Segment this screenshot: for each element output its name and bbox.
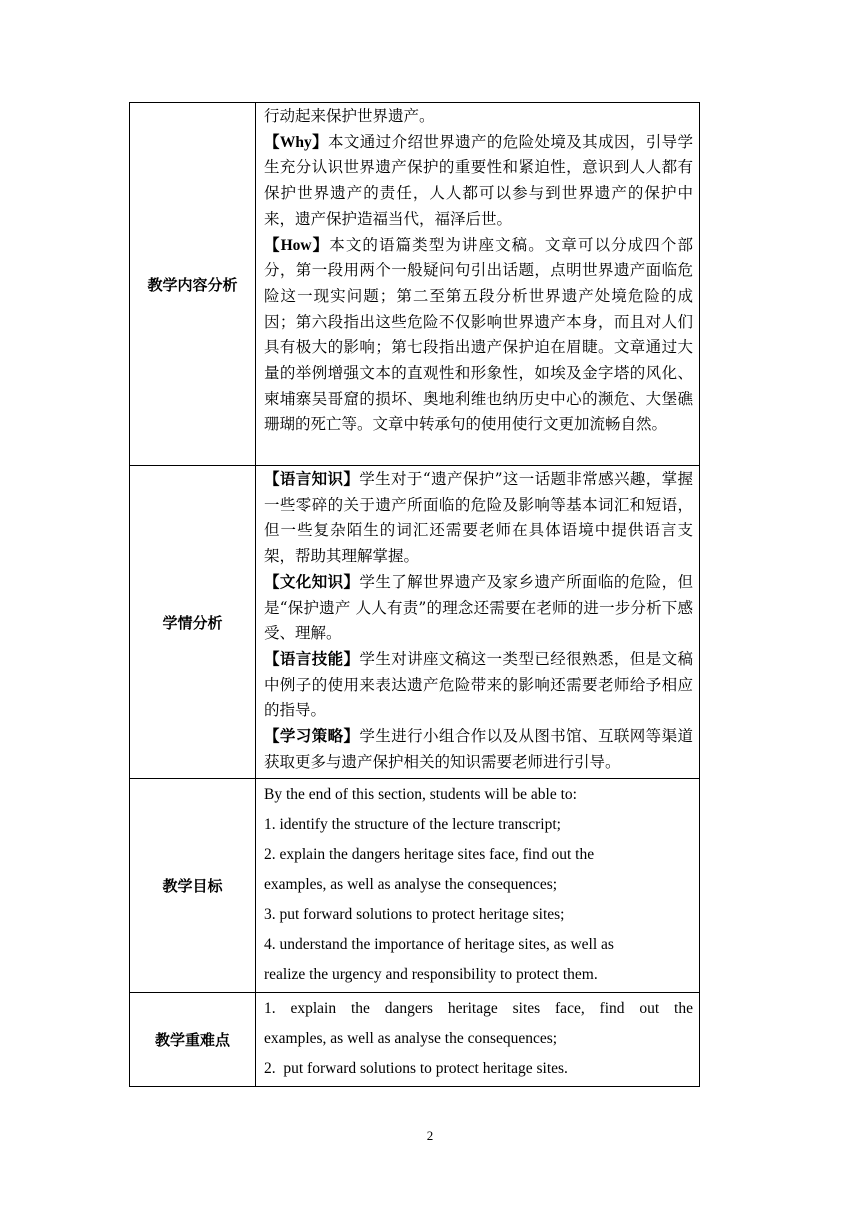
paragraph — [264, 233, 693, 439]
objective-line: 3. put forward solutions to protect heritage sites; — [264, 906, 565, 923]
objective-line: realize the urgency and responsibility to protect them. — [264, 966, 598, 983]
section-tag: 【How】 — [264, 236, 330, 254]
objective-line: examples, as well as analyse the consequences; — [264, 876, 558, 893]
key-point-line: examples, as well as analyse the consequences; — [264, 1030, 558, 1047]
objective-line: By the end of this section, students will be able to: — [264, 786, 577, 803]
row-content — [256, 993, 700, 1087]
lesson-plan-table — [129, 102, 700, 1087]
key-point-line: 1. explain the dangers heritage sites face, find out the — [264, 1000, 693, 1017]
objective-line: 2. explain the dangers heritage sites face, find out the — [264, 846, 595, 863]
section-tag: 【语言技能】 — [264, 649, 360, 668]
paragraph-text: 本文通过介绍世界遗产的危险处境及其成因，引导学生充分认识世界遗产保护的重要性和紧迫性，意识到人人都有保护世界遗产的责任，人人都可以参与到世界遗产的保护中来，遗产保护造福当代，福泽后世。 — [264, 132, 693, 228]
row-label: 学情分析 — [130, 466, 256, 779]
objective-line: 1. identify the structure of the lecture transcript; — [264, 816, 561, 833]
table-row — [130, 103, 700, 466]
section-tag: 【语言知识】 — [264, 470, 360, 488]
table-row — [130, 779, 700, 993]
paragraph — [264, 467, 693, 570]
paragraph — [264, 724, 693, 775]
section-tag: 【文化知识】 — [264, 572, 360, 591]
key-point-line: 2. put forward solutions to protect heritage sites. — [264, 1060, 568, 1077]
page-number: 2 — [426, 1128, 434, 1143]
row-label: 教学重难点 — [130, 993, 256, 1087]
row-label: 教学目标 — [130, 779, 256, 993]
row-label: 教学内容分析 — [130, 103, 256, 466]
table-row — [130, 993, 700, 1087]
paragraph-text: 学生对讲座文稿这一类型已经很熟悉，但是文稿中例子的使用来表达遗产危险带来的影响还需要老师给予相应的指导。 — [264, 649, 693, 720]
section-tag: 【Why】 — [264, 133, 329, 151]
paragraph: 行动起来保护世界遗产。 — [264, 107, 435, 125]
paragraph — [264, 647, 693, 724]
table-row — [130, 466, 700, 779]
row-content — [256, 103, 700, 466]
row-content — [256, 466, 700, 779]
row-content — [256, 779, 700, 993]
paragraph-text: 学生对于“遗产保护”这一话题非常感兴趣，掌握一些零碎的关于遗产所面临的危险及影响等基本词汇和短语，但一些复杂陌生的词汇还需要老师在具体语境中提供语言支架，帮助其理解掌握。 — [264, 470, 693, 566]
paragraph-text: 本文的语篇类型为讲座文稿。文章可以分成四个部分，第一段用两个一般疑问句引出话题，点明世界遗产面临危险这一现实问题；第二至第五段分析世界遗产处境危险的成因；第六段指出这些危险不仅影响世界遗产本身，而且对人们具有极大的影响；第七段指出遗产保护迫在眉睫。文章通过大量的举例增强文本的直观性和形象性，如埃及金字塔的风化、柬埔寨吴哥窟的损坏、奥地利维也纳历史中心的濒危、大堡礁珊瑚的死亡等。文章中转承句的使用使行文更加流畅自然。 — [264, 235, 693, 434]
section-tag: 【学习策略】 — [264, 727, 360, 746]
paragraph — [264, 570, 693, 647]
objective-line: 4. understand the importance of heritage sites, as well as — [264, 936, 614, 953]
paragraph-text: 学生进行小组合作以及从图书馆、互联网等渠道获取更多与遗产保护相关的知识需要老师进行引导。 — [264, 727, 693, 771]
paragraph — [264, 130, 693, 233]
paragraph-text: 学生了解世界遗产及家乡遗产所面临的危险，但是“保护遗产 人人有责”的理念还需要在老师的进一步分析下感受、理解。 — [264, 572, 693, 643]
